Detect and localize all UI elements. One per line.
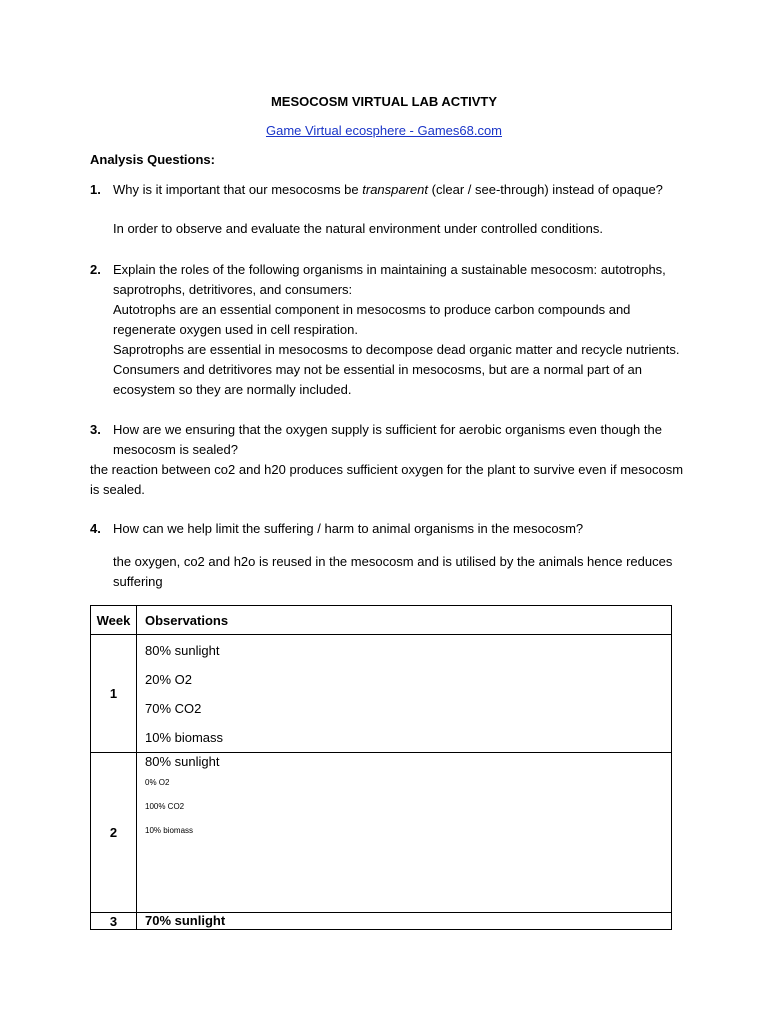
question-4-text: How can we help limit the suffering / harm to animal organisms in the mesocosm?	[113, 521, 584, 536]
observations-cell	[137, 913, 672, 930]
observation-item: 70% sunlight	[145, 913, 226, 928]
answer-2-line: Consumers and detritivores may not be essential in mesocosms, but are a normal part of an	[113, 362, 642, 377]
observation-item: 70% CO2	[145, 701, 202, 716]
observations-cell	[137, 753, 672, 913]
answer-2-line: regenerate oxygen used in cell respiration.	[113, 322, 358, 337]
header-week: Week	[91, 606, 137, 635]
answer-2-line: ecosystem so they are normally included.	[113, 382, 352, 397]
observation-item: 80% sunlight	[145, 754, 220, 769]
emphasis-transparent: transparent	[362, 182, 429, 197]
observations-table	[90, 605, 672, 930]
question-1-number: 1.	[90, 182, 101, 197]
answer-4-line: the oxygen, co2 and h2o is reused in the mesocosm and is utilised by the animals hence reduces	[113, 554, 673, 569]
answer-4-line: suffering	[113, 574, 163, 589]
question-3-number: 3.	[90, 422, 101, 437]
observation-item: 10% biomass	[145, 730, 224, 745]
answer-2-line: Saprotrophs are essential in mesocosms to decompose dead organic matter and recycle nutrients.	[113, 342, 680, 357]
week-cell: 2	[91, 753, 137, 913]
reference-link[interactable]	[0, 121, 768, 141]
answer-3-line: the reaction between co2 and h20 produces sufficient oxygen for the plant to survive even if mesocosm	[90, 462, 684, 477]
question-3-line: How are we ensuring that the oxygen supply is sufficient for aerobic organisms even though the	[113, 422, 662, 437]
observation-item: 20% O2	[145, 672, 192, 687]
answer-3-line: is sealed.	[90, 482, 145, 497]
week-cell: 1	[91, 635, 137, 753]
answer-2-line: Autotrophs are an essential component in mesocosms to produce carbon compounds and	[113, 302, 631, 317]
observation-item: 100% CO2	[145, 802, 185, 811]
section-heading: Analysis Questions:	[90, 152, 215, 167]
header-observations: Observations	[137, 606, 672, 635]
question-1-text: Why is it important that our mesocosms be transparent (clear / see-through) instead of opaque?	[113, 182, 663, 197]
observation-item: 0% O2	[145, 778, 170, 787]
table-row	[91, 635, 672, 753]
document-title: MESOCOSM VIRTUAL LAB ACTIVTY	[270, 94, 498, 109]
table-header-row	[91, 606, 672, 635]
question-2-line: Explain the roles of the following organisms in maintaining a sustainable mesocosm: autotrophs,	[113, 262, 666, 277]
observations-cell	[137, 635, 672, 753]
reference-link-text[interactable]: Game Virtual ecosphere - Games68.com	[265, 123, 503, 138]
table-row	[91, 753, 672, 913]
observation-item: 10% biomass	[145, 826, 194, 835]
question-2-number: 2.	[90, 262, 101, 277]
table-row	[91, 913, 672, 930]
question-3-line: mesocosm is sealed?	[113, 442, 238, 457]
question-4-number: 4.	[90, 521, 101, 536]
observation-item: 80% sunlight	[145, 643, 220, 658]
week-cell: 3	[91, 913, 137, 930]
answer-1: In order to observe and evaluate the natural environment under controlled conditions.	[113, 221, 603, 236]
question-2-line: saprotrophs, detritivores, and consumers:	[113, 282, 353, 297]
